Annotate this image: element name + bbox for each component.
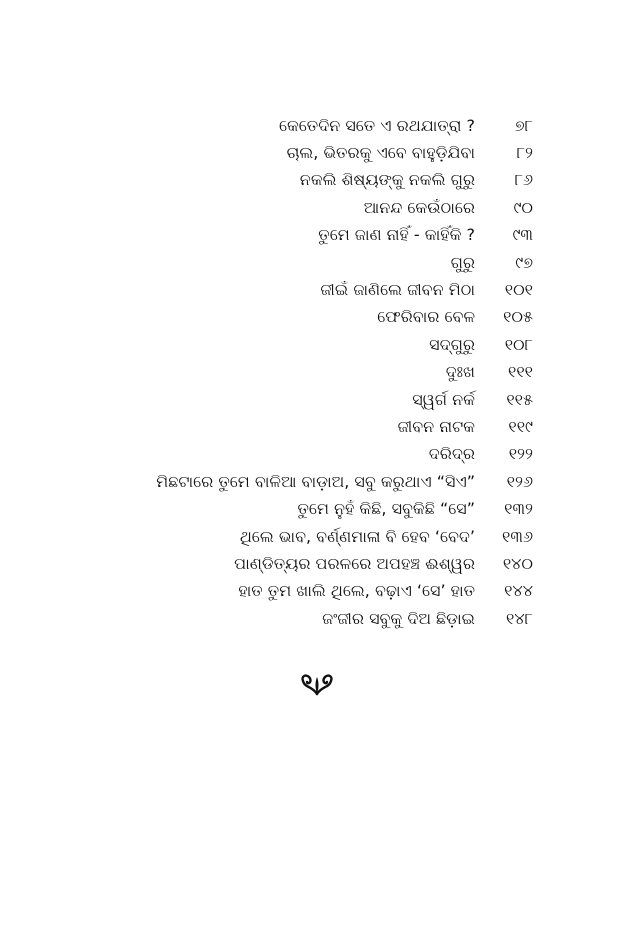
toc-entry-title: ଜଂଜୀର ସବୁକୁ ଦିଅ ଛିଡ଼ାଇ bbox=[322, 608, 475, 628]
toc-entry bbox=[0, 276, 633, 303]
toc-entry-page: ୧୧୫ bbox=[506, 389, 533, 409]
toc-entry bbox=[0, 413, 633, 440]
toc-entry-page: ୧୩୬ bbox=[502, 526, 533, 546]
toc-entry-title: ଆନନ୍ଦ କେଉଁଠାରେ bbox=[363, 197, 475, 217]
toc-entry bbox=[0, 578, 633, 605]
toc-entry-title: ନକଲି ଶିଷ୍ୟଙ୍କୁ ନକଲି ଗୁରୁ bbox=[299, 170, 475, 190]
toc-entry bbox=[0, 222, 633, 249]
toc-entry-page: ୧୦୧ bbox=[504, 280, 533, 300]
toc-entry bbox=[0, 605, 633, 632]
toc-entry-title: ହାତ ତୁମ ଖାଲି ଥିଲେ, ବଢ଼ାଏ ‘ସେ’ ହାତ bbox=[238, 581, 475, 601]
toc-entry-page: ୧୪୪ bbox=[504, 581, 533, 601]
toc-entry-page: ୧୧୯ bbox=[508, 416, 533, 436]
table-of-contents bbox=[0, 112, 633, 632]
toc-entry-title: ଜୀବନ ନାଟକ bbox=[397, 416, 475, 436]
toc-entry bbox=[0, 495, 633, 522]
toc-entry-page: ୯୦ bbox=[513, 197, 533, 217]
toc-entry-page: ୧୦୫ bbox=[503, 307, 533, 327]
toc-entry-page: ୧୩୨ bbox=[504, 499, 533, 519]
toc-entry-title: ଫେରିବାର ବେଳ bbox=[377, 307, 475, 327]
toc-entry-title: ଦରିଦ୍ର bbox=[428, 444, 475, 464]
toc-entry-page: ୧୨୬ bbox=[506, 471, 533, 491]
toc-entry bbox=[0, 441, 633, 468]
toc-entry-title: ମିଛଟାରେ ତୁମେ ବାଳିଆ ବାଡ଼ାଅ, ସବୁ କରୁଥାଏ “ସିଏ” bbox=[156, 471, 475, 491]
toc-entry bbox=[0, 249, 633, 276]
toc-entry-page: ୧୦୮ bbox=[504, 334, 533, 354]
toc-entry bbox=[0, 304, 633, 331]
toc-entry bbox=[0, 386, 633, 413]
toc-entry-page: ୮୬ bbox=[514, 170, 533, 190]
toc-entry-page: ୧୪୮ bbox=[506, 608, 533, 628]
toc-entry-title: ତୁମେ ଜାଣ ନାହିଁ - କାହିଁକି ? bbox=[318, 225, 475, 245]
toc-entry-page: ୭୮ bbox=[514, 115, 533, 135]
toc-entry-title: ଜୀଇଁ ଜାଣିଲେ ଜୀବନ ମିଠା bbox=[320, 280, 475, 300]
toc-entry-page: ୮୨ bbox=[516, 143, 533, 163]
toc-entry bbox=[0, 112, 633, 139]
toc-entry-title: ପାଣ୍ଡିତ୍ୟର ପରଳରେ ଅପହଞ୍ଚ ଈଶ୍ୱର bbox=[234, 553, 475, 573]
toc-entry-title: ଗୁରୁ bbox=[450, 252, 475, 272]
toc-entry bbox=[0, 167, 633, 194]
toc-entry-page: ୯୭ bbox=[515, 252, 533, 272]
toc-entry bbox=[0, 523, 633, 550]
toc-entry-title: କେତେଦିନ ସତେ ଏ ରଥଯାତ୍ରା ? bbox=[278, 115, 475, 135]
toc-entry-page: ୯୩ bbox=[512, 225, 533, 245]
toc-entry bbox=[0, 550, 633, 577]
toc-entry-title: ତୁମେ ନୁହଁ କିଛି, ସବୁକିଛି “ସେ” bbox=[297, 499, 475, 519]
toc-entry-page: ୧୪୦ bbox=[502, 553, 533, 573]
toc-entry bbox=[0, 359, 633, 386]
toc-entry-title: ସ୍ୱର୍ଗ ନର୍କ bbox=[412, 389, 475, 409]
toc-entry-title: ଦୁଃଖ bbox=[445, 362, 475, 382]
toc-entry-title: ଥିଲେ ଭାବ, ବର୍ଣ୍ଣମାଳା ବି ହେବ ‘ବେଦ’ bbox=[239, 526, 475, 546]
toc-entry bbox=[0, 139, 633, 166]
toc-entry bbox=[0, 468, 633, 495]
toc-entry-title: ଚାଲ, ଭିତରକୁ ଏବେ ବାହୁଡ଼ିଯିବା bbox=[286, 143, 475, 163]
toc-entry-page: ୧୧୧ bbox=[507, 362, 533, 382]
floral-end-ornament-icon bbox=[300, 672, 334, 696]
toc-entry-page: ୧୨୨ bbox=[508, 444, 533, 464]
toc-entry bbox=[0, 331, 633, 358]
toc-entry bbox=[0, 194, 633, 221]
toc-entry-title: ସଦ୍‌ଗୁରୁ bbox=[429, 334, 475, 354]
